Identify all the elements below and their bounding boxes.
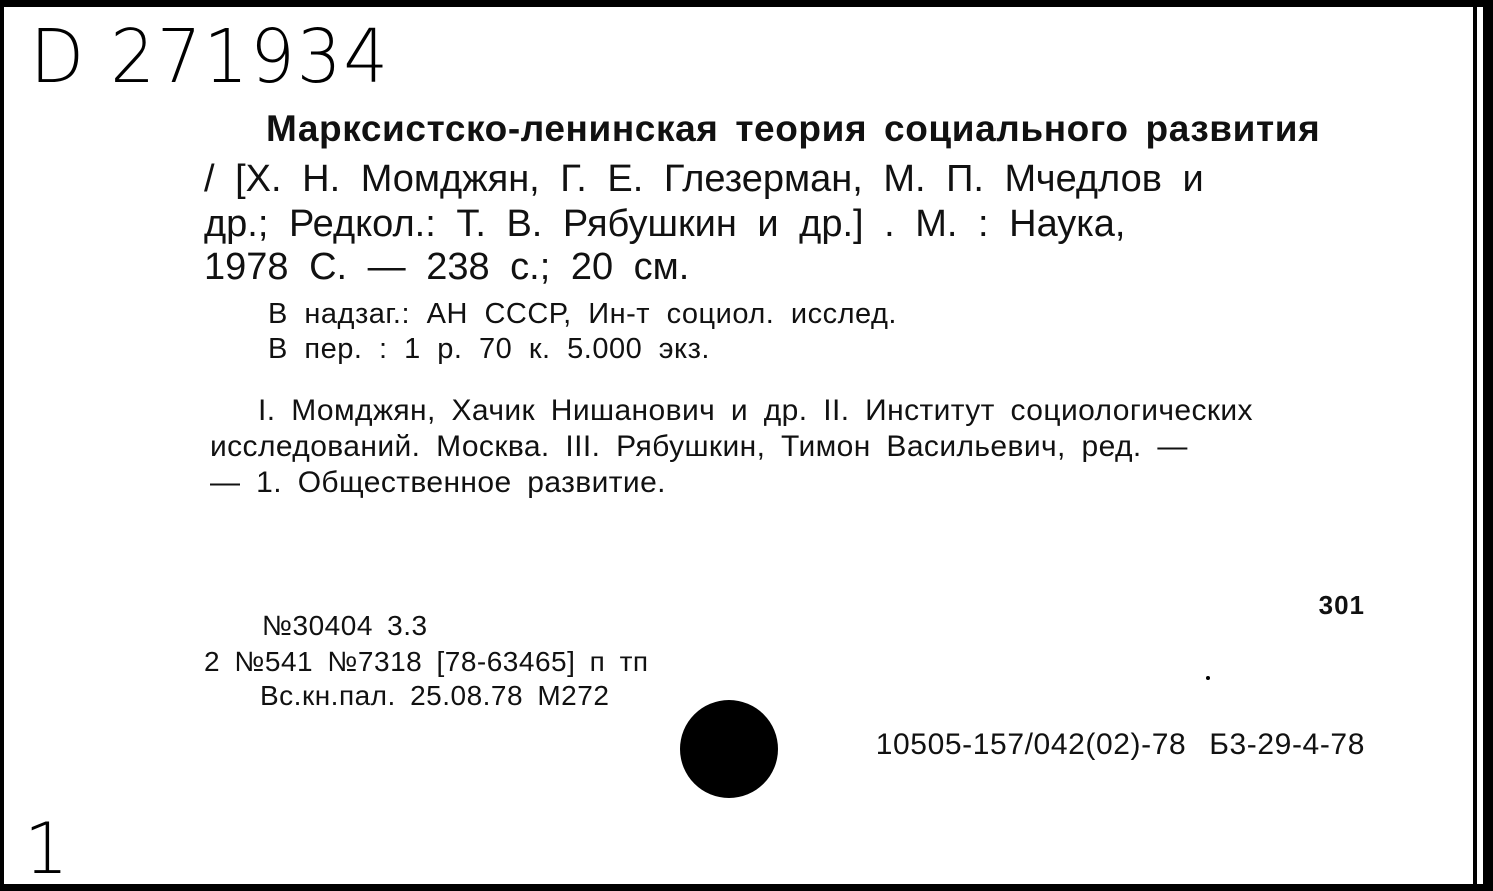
card-edge-left [0,0,4,891]
footer-line-2: 2 №541 №7318 [78-63465] п тп [204,646,649,677]
description-line-2: др.; Редкол.: Т. В. Рябушкин и др.] . М. : Наука, [204,203,1126,245]
card-edge-top [0,0,1493,7]
tracing-line-1: I. Момджян, Хачик Нишанович и др. II. Институт социологических [258,394,1253,427]
description-line-3: 1978 С. — 238 с.; 20 см. [204,246,690,288]
tracing-line-2: исследований. Москва. III. Рябушкин, Тимон Васильевич, ред. — [210,430,1188,463]
call-number: D 271934 [30,14,391,100]
footer-line-1: №30404 3.3 [262,610,428,641]
card-edge-right [1483,0,1493,891]
punch-hole [680,700,778,798]
card-edge-bottom [0,884,1493,891]
card-sequence-number: 1 [24,808,71,890]
footer-line-3: Вс.кн.пал. 25.08.78 М272 [260,680,610,711]
ink-dot [1206,676,1210,680]
note-line-1: В надзаг.: АН СССР, Ин-т социол. исслед. [268,298,897,330]
classification-code: 301 [1318,590,1365,620]
description-line-1: / [Х. Н. Момджян, Г. Е. Глезерман, М. П. Мчедлов и [204,158,1204,200]
note-line-2: В пер. : 1 р. 70 к. 5.000 экз. [268,333,710,365]
isbn-line: 10505-157/042(02)-78 Б3-29-4-78 [875,728,1365,761]
tracing-line-3: — 1. Общественное развитие. [210,466,666,499]
book-title: Марксистско-ленинская теория социального развития [266,108,1321,149]
card-edge-right-inner [1473,0,1477,891]
